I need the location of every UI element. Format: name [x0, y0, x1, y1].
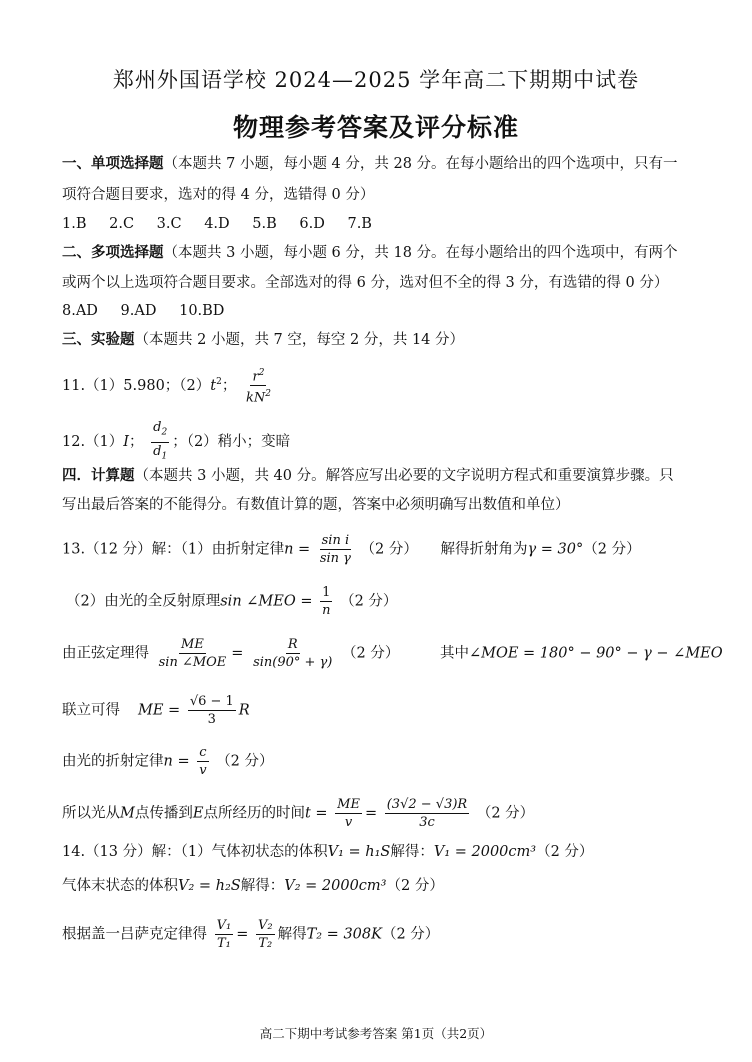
q14-l3-num2: V₂ [257, 918, 273, 933]
q13-l1-points: （2 分） [360, 541, 418, 558]
q13-l5-prefix: 由光的折射定律 [62, 753, 164, 770]
q13-l1-n: n = [284, 541, 311, 558]
section3-desc: （本题共 2 小题，共 7 空，每空 2 分，共 14 分） [134, 332, 464, 348]
answer-6: 6.D [299, 216, 325, 232]
q14-line1 [62, 842, 593, 862]
q14-l2-mid: 解得： [240, 878, 285, 894]
q13-time-fraction1 [335, 797, 362, 830]
section2-answers [62, 301, 224, 321]
q14-l3-den1: T₁ [216, 936, 231, 951]
answer-9: 9.AD [120, 303, 157, 319]
section2-line1 [62, 243, 678, 263]
q13-l1-b: 解得折射角为 [440, 541, 528, 558]
answer-8: 8.AD [62, 303, 98, 319]
section4-desc-b: 写出最后答案的不能得分。有数值计算的题，答案中必须明确写出数值和单位） [62, 497, 570, 513]
answer-5: 5.B [252, 216, 277, 232]
q11-frac-den: kN [245, 390, 266, 406]
q13-l4-eq: ME = [138, 702, 181, 719]
section4-heading: 四．计算题 [62, 467, 135, 484]
q13-l1-prefix: 13.（12 分）解：（1）由折射定律 [62, 541, 285, 558]
q11-prefix: 11.（1）5.980；（2） [62, 377, 211, 394]
q11-sep: ； [221, 377, 237, 394]
q13-l6-num1: ME [337, 797, 360, 812]
q13-l4-num: √6 − 1 [189, 694, 234, 709]
q14-l3-num1: V₁ [216, 918, 232, 933]
q13-result-fraction [188, 694, 236, 727]
q11-t: t [210, 377, 217, 394]
section1-heading: 一、单项选择题 [62, 155, 164, 172]
q14-l3-den2: T₂ [258, 936, 273, 951]
q14-l1-mid: 解得： [390, 844, 434, 860]
q13-line5 [62, 745, 274, 778]
q13-l5-points: （2 分） [216, 753, 274, 770]
section2-desc-b: 或两个以上选项符合题目要求。全部选对的得 6 分，选对但不全的得 3 分，有选错的得 0 分） [62, 275, 669, 291]
q13-critical-fraction [320, 585, 332, 618]
q14-l1-eq: V₁ = h₁S [327, 844, 391, 860]
q13-l6-M: M [120, 805, 135, 822]
section1-line1 [62, 154, 678, 174]
section3-line [62, 330, 464, 350]
answer-4: 4.D [204, 216, 230, 232]
answer-3: 3.C [156, 216, 182, 232]
q12-sep: ； [129, 434, 144, 451]
q14-l2-eq: V₂ = h₂S [178, 878, 241, 894]
q13-l3-prefix: 由正弦定理得 [62, 645, 149, 662]
q13-l3-eq: ∠MOE = 180° − 90° − γ − ∠MEO [468, 645, 723, 662]
q13-l2-num: 1 [322, 585, 331, 600]
section2-heading: 二、多项选择题 [62, 244, 164, 261]
q12-frac-den: d [153, 443, 162, 459]
q13-l3-b: 其中 [439, 645, 469, 662]
q13-l5-num: c [199, 745, 207, 760]
q14-l2-points: （2 分） [386, 878, 444, 894]
q13-sine-fraction2 [251, 637, 334, 670]
q12-fraction: $\frac{d_2}{d_1}$ [153, 420, 168, 462]
q13-l6-prefix: 所以光从 [62, 805, 120, 822]
q13-l6-points: （2 分） [476, 805, 535, 822]
q13-l6-den2: 3c [419, 815, 435, 830]
q14-l2-prefix: 气体末状态的体积 [62, 878, 178, 894]
q13-l6-num2: (3√2 − √3)R [386, 797, 468, 812]
q13-line3: 由正弦定理得 $\frac{ME}{\text{sin ∠MOE}}$ = $\frac{R}{\sin(90^\circ + \gamma)}$ （2 分） 其中∠MOE = 180° − 90° − γ − ∠MEO [62, 637, 723, 670]
section1-desc-b: 项符合题目要求，选对的得 4 分，选错得 0 分） [62, 187, 375, 203]
q13-l3-points: （2 分） [342, 645, 400, 662]
section3-heading: 三、实验题 [62, 331, 135, 348]
q14-l2-res: V₂ = 2000cm³ [284, 878, 387, 894]
q12-prefix: 12.（1） [62, 434, 124, 451]
q13-l2-points: （2 分） [340, 593, 398, 610]
q12-answer [62, 420, 290, 464]
q13-time-fraction2 [385, 797, 469, 830]
q13-l3-den1: sin ∠MOE [158, 655, 227, 670]
q13-l5-den: v [199, 763, 207, 778]
q13-sine-fraction1 [157, 637, 229, 670]
section1-desc-a: （本题共 7 小题，每小题 4 分，共 28 分。在每小题给出的四个选项中，只有一 [163, 156, 678, 172]
q13-l6-mid2: 点所经历的时间 [203, 805, 305, 822]
q14-l1-prefix: 14.（13 分）解：（1）气体初状态的体积 [62, 844, 328, 860]
q14-gay-lussac-fraction1 [215, 918, 234, 951]
q13-l6-den1: v [344, 815, 353, 830]
q14-gay-lussac-fraction2 [256, 918, 275, 951]
q13-line6: 所以光从M点传播到E点所经历的时间t = $\frac{ME}{v}$ = $\frac{(3√2 - √3)R}{3c}$ （2 分） [62, 797, 535, 830]
q13-l1-points2: （2 分） [583, 541, 641, 558]
q13-line2 [66, 585, 397, 618]
q14-l1-res: V₁ = 2000cm³ [433, 844, 537, 860]
q13-snell-fraction [318, 533, 353, 566]
q13-line1 [62, 533, 641, 566]
q13-l1-den: sin γ [319, 551, 351, 566]
answer-7: 7.B [347, 216, 372, 232]
q14-l1-points: （2 分） [536, 844, 594, 860]
q13-l4-prefix: 联立可得 [62, 702, 120, 719]
q14-l3-res: T₂ = 308K [306, 926, 382, 943]
q13-l6-t: t = [304, 805, 328, 822]
q12-frac-num: d [153, 420, 162, 435]
q13-l2-prefix: （2）由光的全反射原理 [66, 593, 221, 610]
q11-fraction: $\frac{r^2}{kN^2}$ [245, 368, 271, 406]
answer-key-title: 物理参考答案及评分标准 [232, 113, 519, 142]
q13-l2-den: n [322, 603, 331, 618]
q13-l2-eq: sin ∠MEO = [220, 593, 313, 610]
q14-l3-prefix: 根据盖一吕萨克定律得 [62, 926, 207, 943]
q13-l4-R: R [238, 702, 250, 719]
q14-l3-points: （2 分） [381, 926, 440, 943]
q13-l6-E: E [192, 805, 204, 822]
q14-l3-mid: 解得 [277, 926, 307, 943]
q12-suffix: ；（2）稍小；变暗 [172, 434, 291, 451]
q11-answer: 11.（1）5.980；$(2)t^2$； $\frac{r^2}{kN^2}$ [62, 368, 271, 406]
section2-desc-a: （本题共 3 小题，每小题 6 分，共 18 分。在每小题给出的四个选项中，有两个 [163, 245, 678, 261]
q13-l3-den2: sin(90° + γ) [253, 655, 333, 670]
q14-line3: 根据盖一吕萨克定律得 $\frac{\text{V₁}}{\text{T₁}}$ = $\frac{\text{V₂}}{\text{T₂}}$ 解得T₂ = 308K（2 分） [62, 918, 440, 951]
q13-l3-num2: R [287, 637, 298, 652]
q14-line2 [62, 876, 444, 896]
section1-answers [62, 214, 372, 234]
exam-title: 郑州外国语学校 2024—2025 学年高二下期期中试卷 [112, 68, 640, 92]
q13-l5-n: n = [163, 753, 190, 770]
q12-I: I [123, 434, 130, 451]
q13-l4-den: 3 [207, 712, 216, 727]
answer-10: 10.BD [179, 303, 225, 319]
section4-line1 [62, 466, 674, 486]
q13-l3-num1: ME [181, 637, 204, 652]
section4-desc-a: （本题共 3 小题，共 40 分。解答应写出必要的文字说明方程式和重要演算步骤。只 [134, 468, 674, 484]
q13-l1-eq: γ = 30° [527, 541, 584, 558]
answer-2: 2.C [109, 216, 135, 232]
q13-l1-num: sin i [321, 533, 350, 548]
page-footer: 高二下期中考试参考答案 第1页（共2页） [259, 1026, 493, 1041]
q11-frac-num: r [252, 369, 259, 385]
answer-1: 1.B [62, 216, 87, 232]
q13-index-fraction [197, 745, 208, 778]
q13-line4 [62, 694, 250, 727]
q13-l6-mid: 点传播到 [134, 805, 193, 822]
